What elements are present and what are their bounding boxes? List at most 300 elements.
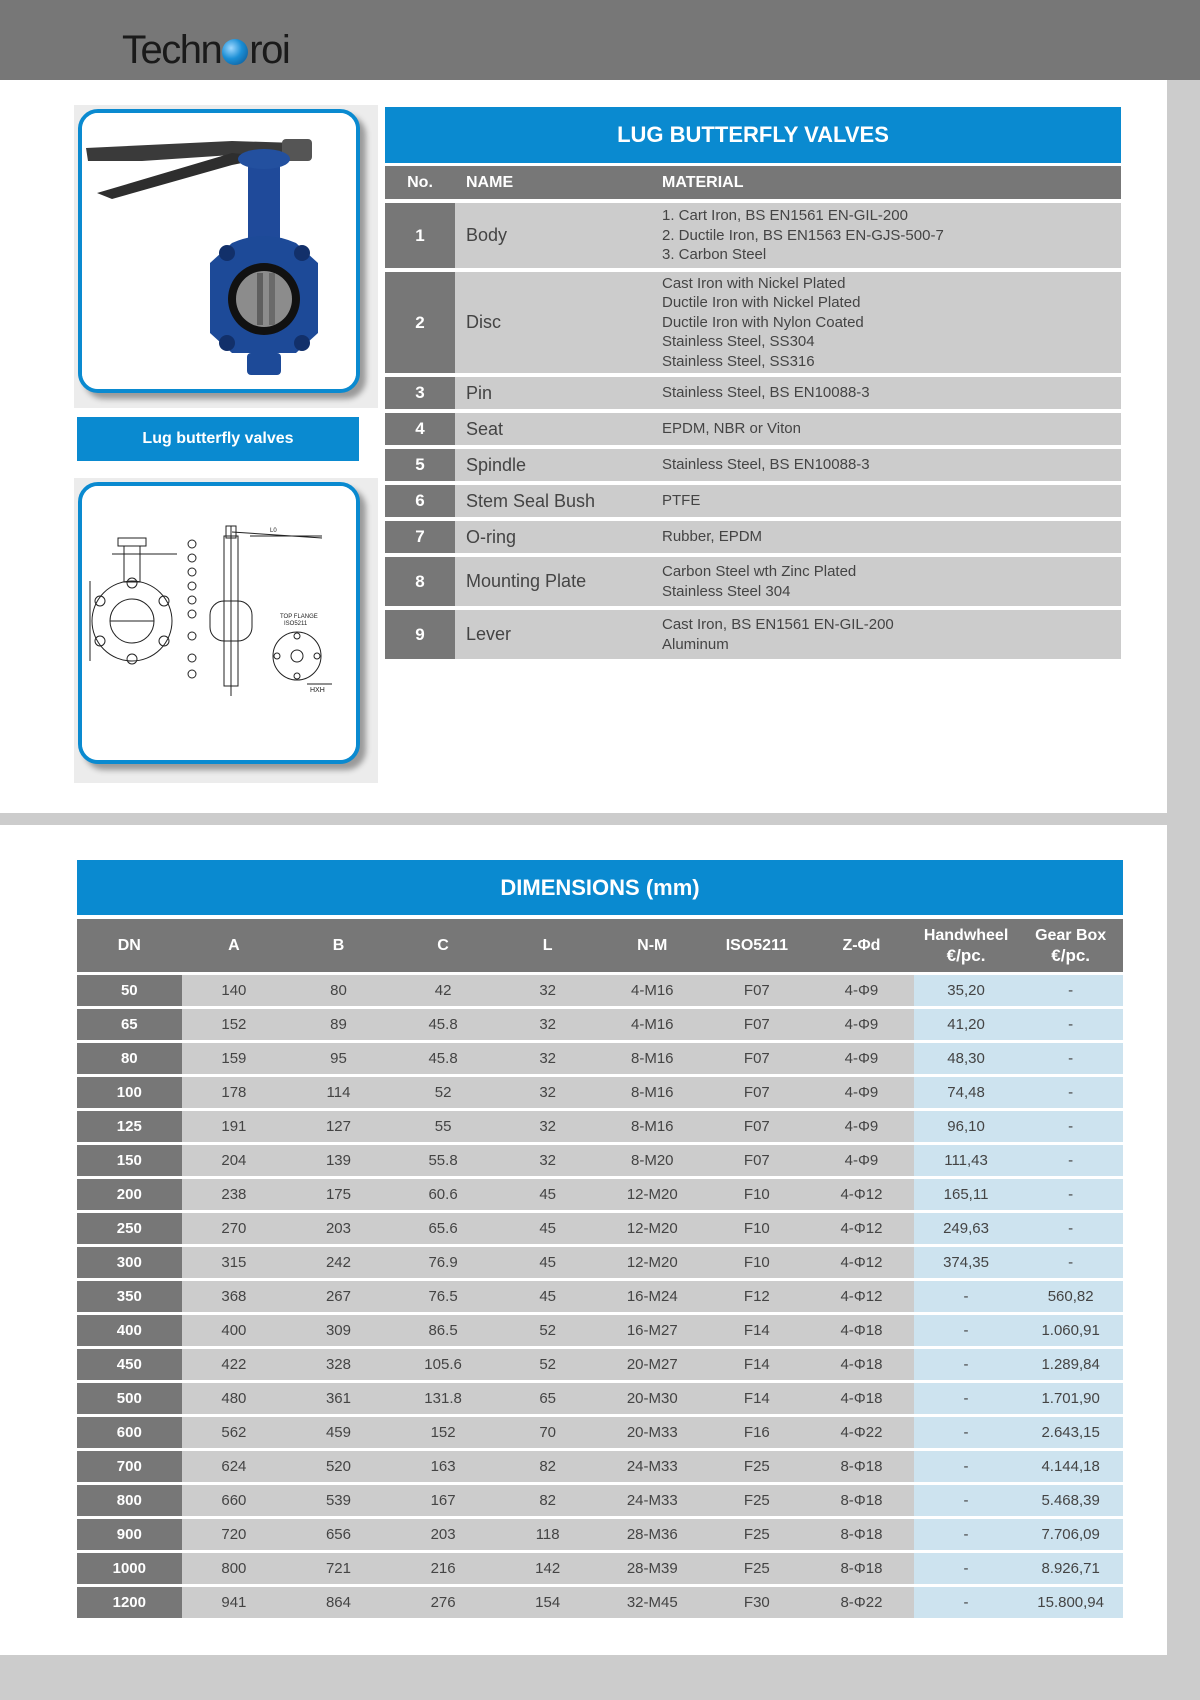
dimension-cell: 4-Φ12 xyxy=(809,1247,914,1278)
dimension-cell: F07 xyxy=(705,1009,810,1040)
dimension-cell: 4-Φ9 xyxy=(809,1077,914,1108)
material-line: Rubber, EPDM xyxy=(662,528,763,546)
material-line: Aluminum xyxy=(662,635,729,653)
dimension-cell: 216 xyxy=(391,1553,496,1584)
dimension-cell: 4-Φ9 xyxy=(809,1043,914,1074)
dimension-cell: 24-M33 xyxy=(600,1485,705,1516)
dimension-cell: F25 xyxy=(705,1485,810,1516)
dimension-cell: 32 xyxy=(495,1111,600,1142)
part-number: 8 xyxy=(385,557,455,606)
part-material xyxy=(651,449,1121,481)
price-cell: 5.468,39 xyxy=(1018,1485,1123,1516)
dimension-cell: 12-M20 xyxy=(600,1247,705,1278)
dimension-cell: 20-M27 xyxy=(600,1349,705,1380)
price-cell: 1.289,84 xyxy=(1018,1349,1123,1380)
price-cell: - xyxy=(914,1315,1019,1346)
price-cell: - xyxy=(1018,1145,1123,1176)
part-material xyxy=(651,557,1121,606)
dimension-cell: 52 xyxy=(495,1349,600,1380)
parts-row xyxy=(385,449,1121,481)
dn-cell: 600 xyxy=(77,1417,182,1448)
parts-table-title: LUG BUTTERFLY VALVES xyxy=(385,107,1121,163)
dn-cell: 800 xyxy=(77,1485,182,1516)
dimension-cell: 203 xyxy=(286,1213,391,1244)
dimension-cell: 4-M16 xyxy=(600,1009,705,1040)
price-cell: 2.643,15 xyxy=(1018,1417,1123,1448)
part-material xyxy=(651,521,1121,553)
dimensions-row xyxy=(77,975,1123,1006)
price-cell: - xyxy=(914,1383,1019,1414)
dimension-cell: 4-M16 xyxy=(600,975,705,1006)
dimension-cell: 400 xyxy=(182,1315,287,1346)
dimension-cell: F10 xyxy=(705,1179,810,1210)
dimension-cell: 45.8 xyxy=(391,1009,496,1040)
material-line: Stainless Steel 304 xyxy=(662,582,791,600)
dimension-cell: F07 xyxy=(705,1043,810,1074)
dimensions-row xyxy=(77,1417,1123,1448)
dimension-cell: 8-Φ18 xyxy=(809,1519,914,1550)
header-material: MATERIAL xyxy=(662,173,744,191)
dimension-cell: 76.9 xyxy=(391,1247,496,1278)
dimension-cell: 191 xyxy=(182,1111,287,1142)
dimensions-header-cell: ISO5211 xyxy=(725,936,788,954)
material-line: Ductile Iron with Nickel Plated xyxy=(662,294,861,312)
dimension-cell: 28-M39 xyxy=(600,1553,705,1584)
dimensions-header-cell: L xyxy=(542,936,553,954)
parts-row xyxy=(385,485,1121,517)
photo-caption: Lug butterfly valves xyxy=(77,417,359,461)
dn-cell: 700 xyxy=(77,1451,182,1482)
dimension-cell: 660 xyxy=(182,1485,287,1516)
dimension-cell: F10 xyxy=(705,1213,810,1244)
dn-cell: 350 xyxy=(77,1281,182,1312)
dimensions-row xyxy=(77,1315,1123,1346)
dn-cell: 450 xyxy=(77,1349,182,1380)
price-cell: - xyxy=(914,1451,1019,1482)
part-name: Spindle xyxy=(466,454,527,475)
dimension-cell: F07 xyxy=(705,1111,810,1142)
globe-icon xyxy=(222,39,248,65)
part-material xyxy=(651,203,1121,268)
dimensions-row xyxy=(77,1247,1123,1278)
dimension-cell: 309 xyxy=(286,1315,391,1346)
header-no: No. xyxy=(407,173,433,191)
dimension-cell: 86.5 xyxy=(391,1315,496,1346)
part-number: 4 xyxy=(385,413,455,445)
dn-cell: 150 xyxy=(77,1145,182,1176)
technoroi-logo: Techn roi xyxy=(122,28,290,72)
dimensions-table xyxy=(77,860,1123,1618)
dimensions-row xyxy=(77,1349,1123,1380)
dimensions-row xyxy=(77,1451,1123,1482)
dimension-cell: 204 xyxy=(182,1145,287,1176)
dn-cell: 200 xyxy=(77,1179,182,1210)
price-cell: 111,43 xyxy=(914,1145,1019,1176)
part-name: Lever xyxy=(466,624,512,644)
dimension-cell: 55 xyxy=(391,1111,496,1142)
dimension-cell: 32 xyxy=(495,1077,600,1108)
part-material xyxy=(651,272,1121,373)
svg-text:TOP FLANGE: TOP FLANGE xyxy=(280,614,318,620)
dimension-cell: 8-M16 xyxy=(600,1111,705,1142)
material-line: 2. Ductile Iron, BS EN1563 EN-GJS-500-7 xyxy=(662,226,944,244)
dimension-cell: F07 xyxy=(705,975,810,1006)
dimension-cell: 4-Φ18 xyxy=(809,1315,914,1346)
price-cell: 41,20 xyxy=(914,1009,1019,1040)
price-cell: 48,30 xyxy=(914,1043,1019,1074)
dimension-cell: 12-M20 xyxy=(600,1213,705,1244)
dn-cell: 300 xyxy=(77,1247,182,1278)
price-cell: 1.060,91 xyxy=(1018,1315,1123,1346)
dimension-cell: 480 xyxy=(182,1383,287,1414)
parts-row xyxy=(385,203,1121,268)
dimension-cell: 328 xyxy=(286,1349,391,1380)
dimension-cell: 82 xyxy=(495,1451,600,1482)
price-cell: 96,10 xyxy=(914,1111,1019,1142)
dimension-cell: 656 xyxy=(286,1519,391,1550)
material-line: Cast Iron with Nickel Plated xyxy=(662,274,846,292)
price-cell: 7.706,09 xyxy=(1018,1519,1123,1550)
price-cell: 249,63 xyxy=(914,1213,1019,1244)
part-material xyxy=(651,610,1121,659)
price-cell: 560,82 xyxy=(1018,1281,1123,1312)
dimension-cell: 721 xyxy=(286,1553,391,1584)
dimension-cell: 154 xyxy=(495,1587,600,1618)
dimension-cell: 8-M20 xyxy=(600,1145,705,1176)
header-label: Handwheel xyxy=(923,926,1009,944)
dn-cell: 1200 xyxy=(77,1587,182,1618)
price-cell: 15.800,94 xyxy=(1018,1587,1123,1618)
dimension-cell: 82 xyxy=(495,1485,600,1516)
product-photo xyxy=(78,109,360,393)
parts-row xyxy=(385,413,1121,445)
dimension-cell: 267 xyxy=(286,1281,391,1312)
dimension-cell: 24-M33 xyxy=(600,1451,705,1482)
dimensions-header-cell: A xyxy=(228,936,240,954)
dimension-cell: 8-M16 xyxy=(600,1043,705,1074)
dimensions-header-cell xyxy=(1018,919,1123,972)
dimension-cell: 270 xyxy=(182,1213,287,1244)
dimension-cell: F12 xyxy=(705,1281,810,1312)
dimensions-row xyxy=(77,1519,1123,1550)
dimension-cell: 45.8 xyxy=(391,1043,496,1074)
price-cell: 165,11 xyxy=(914,1179,1019,1210)
dimension-cell: 114 xyxy=(286,1077,391,1108)
material-line: Ductile Iron with Nylon Coated xyxy=(662,313,864,331)
svg-text:ISO5211: ISO5211 xyxy=(284,621,308,627)
dn-cell: 250 xyxy=(77,1213,182,1244)
dimension-cell: 562 xyxy=(182,1417,287,1448)
dimension-cell: 52 xyxy=(391,1077,496,1108)
dimension-cell: 152 xyxy=(182,1009,287,1040)
dimensions-table-title: DIMENSIONS (mm) xyxy=(77,860,1123,915)
dimension-cell: F14 xyxy=(705,1349,810,1380)
dimension-cell: 140 xyxy=(182,975,287,1006)
dimension-cell: 8-Φ18 xyxy=(809,1553,914,1584)
price-cell: - xyxy=(914,1519,1019,1550)
dimension-cell: F07 xyxy=(705,1145,810,1176)
part-number: 7 xyxy=(385,521,455,553)
part-name: Seat xyxy=(466,418,504,439)
material-line: 3. Carbon Steel xyxy=(662,246,767,264)
part-name: Stem Seal Bush xyxy=(466,490,596,511)
dimension-cell: 276 xyxy=(391,1587,496,1618)
footer-band xyxy=(0,1655,1200,1700)
material-line: PTFE xyxy=(662,492,701,510)
part-name: Pin xyxy=(466,382,493,403)
dimension-cell: 4-Φ9 xyxy=(809,1145,914,1176)
part-name: Disc xyxy=(466,312,501,332)
material-line: EPDM, NBR or Viton xyxy=(662,420,801,438)
dimension-cell: 89 xyxy=(286,1009,391,1040)
dimension-cell: 4-Φ12 xyxy=(809,1179,914,1210)
material-line: Stainless Steel, BS EN10088-3 xyxy=(662,384,870,402)
dimension-cell: F30 xyxy=(705,1587,810,1618)
right-side-bar xyxy=(1167,80,1200,1655)
price-cell: - xyxy=(1018,975,1123,1006)
price-cell: - xyxy=(1018,1043,1123,1074)
part-name: Body xyxy=(466,225,508,245)
dimension-cell: 4-Φ18 xyxy=(809,1383,914,1414)
dimension-cell: 941 xyxy=(182,1587,287,1618)
dimensions-row xyxy=(77,1485,1123,1516)
dimension-cell: 20-M33 xyxy=(600,1417,705,1448)
material-line: Carbon Steel wth Zinc Plated xyxy=(662,563,857,580)
dimension-cell: 28-M36 xyxy=(600,1519,705,1550)
technical-drawing xyxy=(78,482,360,764)
dimensions-row xyxy=(77,1383,1123,1414)
dimensions-row xyxy=(77,1213,1123,1244)
dimension-cell: 52 xyxy=(495,1315,600,1346)
price-cell: 374,35 xyxy=(914,1247,1019,1278)
dimension-cell: 42 xyxy=(391,975,496,1006)
page-header xyxy=(0,0,1200,80)
dimension-cell: 45 xyxy=(495,1213,600,1244)
material-line: Stainless Steel, SS316 xyxy=(662,352,815,370)
dimension-cell: 76.5 xyxy=(391,1281,496,1312)
dimension-cell: 4-Φ9 xyxy=(809,1111,914,1142)
price-cell: - xyxy=(914,1485,1019,1516)
dimension-cell: 8-Φ22 xyxy=(809,1587,914,1618)
part-number: 5 xyxy=(385,449,455,481)
dimension-cell: F10 xyxy=(705,1247,810,1278)
dimensions-header-cell: C xyxy=(437,936,449,954)
material-line: 1. Cart Iron, BS EN1561 EN-GIL-200 xyxy=(662,207,908,225)
dn-cell: 900 xyxy=(77,1519,182,1550)
part-material xyxy=(651,485,1121,517)
dimension-cell: 32 xyxy=(495,1009,600,1040)
dimension-cell: 864 xyxy=(286,1587,391,1618)
parts-row xyxy=(385,557,1121,606)
dimension-cell: 4-Φ9 xyxy=(809,1009,914,1040)
dimension-cell: 65.6 xyxy=(391,1213,496,1244)
dimension-cell: 159 xyxy=(182,1043,287,1074)
dimension-cell: 8-Φ18 xyxy=(809,1451,914,1482)
dimension-cell: 70 xyxy=(495,1417,600,1448)
dimension-cell: 163 xyxy=(391,1451,496,1482)
dimension-cell: 167 xyxy=(391,1485,496,1516)
price-cell: 8.926,71 xyxy=(1018,1553,1123,1584)
dimension-cell: 152 xyxy=(391,1417,496,1448)
dimension-cell: 16-M24 xyxy=(600,1281,705,1312)
parts-row xyxy=(385,521,1121,553)
parts-row xyxy=(385,377,1121,409)
dimension-cell: 422 xyxy=(182,1349,287,1380)
dimension-cell: 238 xyxy=(182,1179,287,1210)
dimension-cell: 12-M20 xyxy=(600,1179,705,1210)
dimensions-row xyxy=(77,1009,1123,1040)
svg-text:HXH: HXH xyxy=(310,687,325,694)
price-cell: - xyxy=(1018,1111,1123,1142)
header-unit: €/pc. xyxy=(1051,945,1091,965)
dn-cell: 125 xyxy=(77,1111,182,1142)
dimensions-row xyxy=(77,1281,1123,1312)
dimension-cell: 60.6 xyxy=(391,1179,496,1210)
price-cell: - xyxy=(1018,1009,1123,1040)
part-number: 2 xyxy=(385,272,455,373)
dimensions-header-cell xyxy=(914,919,1019,972)
dimension-cell: 32 xyxy=(495,1043,600,1074)
dimension-cell: 8-M16 xyxy=(600,1077,705,1108)
dimension-cell: 4-Φ12 xyxy=(809,1213,914,1244)
part-name: O-ring xyxy=(466,526,517,547)
part-number: 6 xyxy=(385,485,455,517)
part-name: Mounting Plate xyxy=(466,571,587,591)
price-cell: - xyxy=(914,1417,1019,1448)
price-cell: 74,48 xyxy=(914,1077,1019,1108)
dimension-cell: 8-Φ18 xyxy=(809,1485,914,1516)
price-cell: 4.144,18 xyxy=(1018,1451,1123,1482)
dimension-cell: 203 xyxy=(391,1519,496,1550)
parts-row xyxy=(385,610,1121,659)
dimension-cell: F14 xyxy=(705,1315,810,1346)
dimension-cell: 178 xyxy=(182,1077,287,1108)
material-line: Stainless Steel, SS304 xyxy=(662,333,815,351)
lug-butterfly-valve-image xyxy=(82,113,356,389)
dimension-cell: 315 xyxy=(182,1247,287,1278)
dn-cell: 100 xyxy=(77,1077,182,1108)
dimension-cell: 65 xyxy=(495,1383,600,1414)
dimensions-header-cell: Z-Φd xyxy=(842,936,881,954)
dimension-cell: 32 xyxy=(495,975,600,1006)
price-cell: 35,20 xyxy=(914,975,1019,1006)
dimension-cell: 242 xyxy=(286,1247,391,1278)
dimension-cell: 32-M45 xyxy=(600,1587,705,1618)
part-material xyxy=(651,377,1121,409)
drawing-frame xyxy=(74,478,378,783)
dimension-cell: 368 xyxy=(182,1281,287,1312)
dimensions-row xyxy=(77,1179,1123,1210)
dimension-cell: 16-M27 xyxy=(600,1315,705,1346)
dn-cell: 500 xyxy=(77,1383,182,1414)
dimension-cell: 32 xyxy=(495,1145,600,1176)
price-cell: - xyxy=(1018,1247,1123,1278)
dimension-cell: 539 xyxy=(286,1485,391,1516)
dn-cell: 50 xyxy=(77,975,182,1006)
price-cell: - xyxy=(1018,1213,1123,1244)
part-number: 1 xyxy=(385,203,455,268)
price-cell: - xyxy=(914,1587,1019,1618)
parts-table-header xyxy=(385,166,1121,199)
dimension-cell: 720 xyxy=(182,1519,287,1550)
dimension-cell: 118 xyxy=(495,1519,600,1550)
header-name: NAME xyxy=(466,173,514,191)
dimension-cell: 80 xyxy=(286,975,391,1006)
dimensions-row xyxy=(77,1043,1123,1074)
part-number: 3 xyxy=(385,377,455,409)
dn-cell: 400 xyxy=(77,1315,182,1346)
dimension-cell: 45 xyxy=(495,1179,600,1210)
dimension-cell: F07 xyxy=(705,1077,810,1108)
dimension-cell: 45 xyxy=(495,1247,600,1278)
section-divider xyxy=(0,813,1167,825)
dimension-cell: 4-Φ12 xyxy=(809,1281,914,1312)
dimension-cell: 55.8 xyxy=(391,1145,496,1176)
dimension-cell: 4-Φ18 xyxy=(809,1349,914,1380)
dimension-cell: F14 xyxy=(705,1383,810,1414)
material-line: Stainless Steel, BS EN10088-3 xyxy=(662,456,870,474)
svg-text:L0: L0 xyxy=(270,528,277,534)
dimension-cell: F16 xyxy=(705,1417,810,1448)
dimension-cell: 139 xyxy=(286,1145,391,1176)
dimension-cell: 142 xyxy=(495,1553,600,1584)
part-number: 9 xyxy=(385,610,455,659)
dimension-cell: 45 xyxy=(495,1281,600,1312)
dimensions-row xyxy=(77,1587,1123,1618)
parts-row xyxy=(385,272,1121,373)
dimension-cell: F25 xyxy=(705,1451,810,1482)
dimensions-row xyxy=(77,1111,1123,1142)
dimensions-header-cell: B xyxy=(332,936,345,954)
dn-cell: 80 xyxy=(77,1043,182,1074)
parts-table xyxy=(385,107,1121,659)
price-cell: - xyxy=(914,1281,1019,1312)
price-cell: - xyxy=(1018,1179,1123,1210)
part-material xyxy=(651,413,1121,445)
product-photo-frame xyxy=(74,105,378,408)
dimension-cell: 131.8 xyxy=(391,1383,496,1414)
valve-technical-drawing xyxy=(82,486,356,760)
price-cell: - xyxy=(1018,1077,1123,1108)
dimension-cell: 4-Φ22 xyxy=(809,1417,914,1448)
price-cell: 1.701,90 xyxy=(1018,1383,1123,1414)
dimension-cell: 20-M30 xyxy=(600,1383,705,1414)
dimensions-row xyxy=(77,1077,1123,1108)
price-cell: - xyxy=(914,1349,1019,1380)
dimension-cell: 459 xyxy=(286,1417,391,1448)
dimensions-header-cell: N-M xyxy=(637,936,668,954)
dimensions-row xyxy=(77,1145,1123,1176)
header-label: Gear Box xyxy=(1035,926,1107,944)
dimensions-header-cell: DN xyxy=(117,936,141,954)
dimension-cell: 105.6 xyxy=(391,1349,496,1380)
dn-cell: 65 xyxy=(77,1009,182,1040)
dimension-cell: F25 xyxy=(705,1553,810,1584)
dimension-cell: 361 xyxy=(286,1383,391,1414)
header-unit: €/pc. xyxy=(946,945,986,965)
dimensions-table-header xyxy=(77,919,1123,972)
dimensions-row xyxy=(77,1553,1123,1584)
price-cell: - xyxy=(914,1553,1019,1584)
dimension-cell: 175 xyxy=(286,1179,391,1210)
dimension-cell: 624 xyxy=(182,1451,287,1482)
dimension-cell: F25 xyxy=(705,1519,810,1550)
dn-cell: 1000 xyxy=(77,1553,182,1584)
material-line: Cast Iron, BS EN1561 EN-GIL-200 xyxy=(662,616,894,633)
dimension-cell: 4-Φ9 xyxy=(809,975,914,1006)
dimension-cell: 127 xyxy=(286,1111,391,1142)
dimension-cell: 520 xyxy=(286,1451,391,1482)
